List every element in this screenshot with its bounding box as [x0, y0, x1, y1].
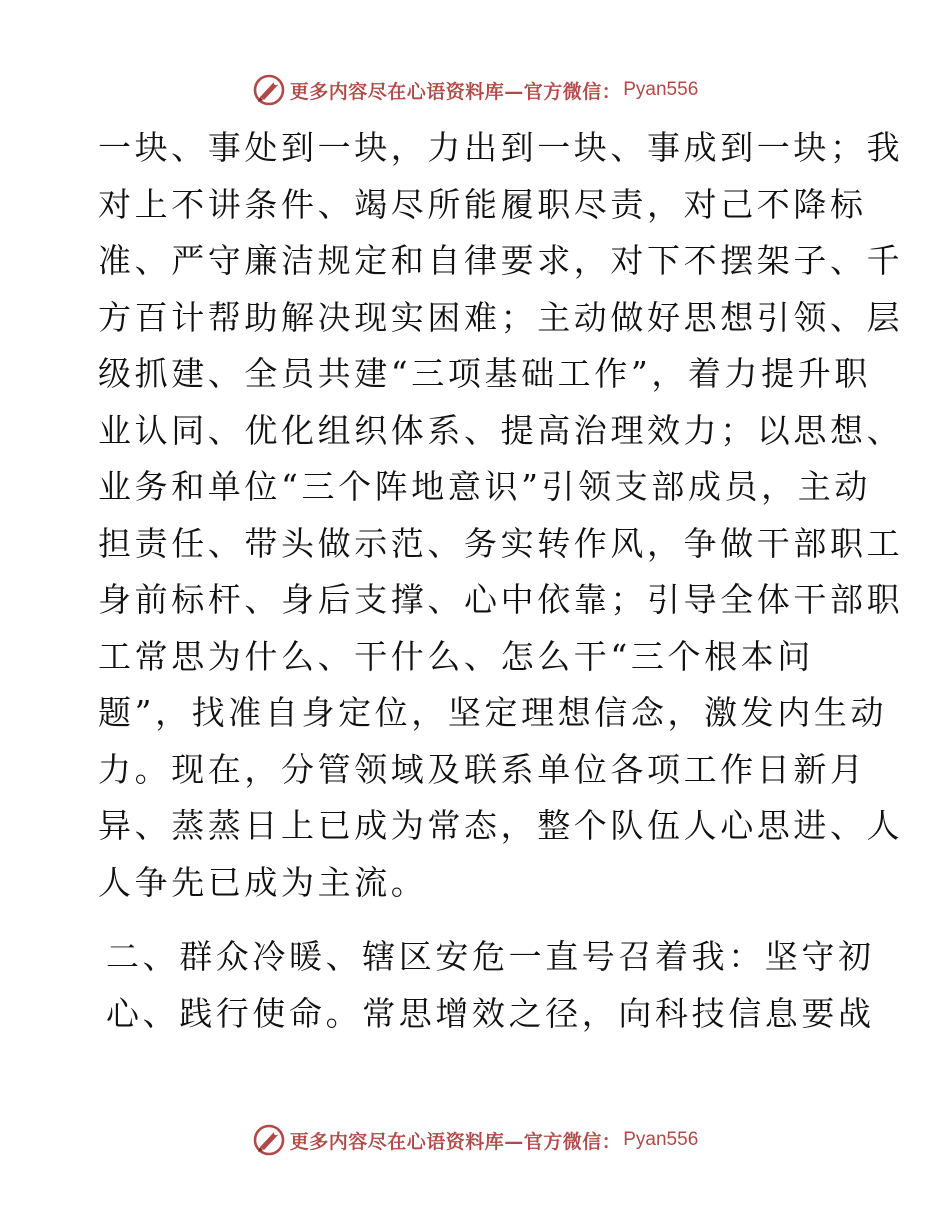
text-line: 对上不讲条件、竭尽所能履职尽责，对己不降标: [98, 184, 867, 224]
pen-logo-icon: [252, 73, 286, 107]
text-line: 一块、事处到一块，力出到一块、事成到一块；我: [98, 128, 904, 167]
document-body: [98, 120, 904, 1042]
text-line: 身前标杆、身后支撑、心中依靠；引导全体干部职: [98, 580, 904, 619]
text-line: 人争先已成为主流。: [98, 862, 428, 902]
text-line: 二、群众冷暖、辖区安危一直号召着我：坚守初: [106, 937, 875, 976]
paragraph-2: [98, 929, 875, 1042]
text-line: 题”，找准自身定位，坚定理想信念，激发内生动: [98, 693, 888, 732]
text-line: 力。现在，分管领域及联系单位各项工作日新月: [98, 749, 867, 789]
watermark-wechat-id: Pyan556: [623, 1129, 699, 1150]
text-line: 业务和单位“三个阵地意识”引领支部成员，主动: [98, 467, 871, 506]
watermark-text: 更多内容尽在心语资料库—官方微信：: [289, 1130, 622, 1153]
watermark-text: 更多内容尽在心语资料库—官方微信：: [289, 80, 622, 103]
text-line: 工常思为什么、干什么、怎么干“三个根本问: [98, 636, 814, 676]
text-line: 担责任、带头做示范、务实转作风，争做干部职工: [98, 523, 904, 563]
text-line: 级抓建、全员共建“三项基础工作”，着力提升职: [98, 354, 871, 393]
paragraph-1: [98, 120, 904, 911]
text-line: 心、践行使命。常思增效之径，向科技信息要战: [106, 993, 875, 1033]
watermark-wechat-id: Pyan556: [623, 79, 699, 100]
pen-logo-icon: [252, 1123, 286, 1157]
text-line: 方百计帮助解决现实困难；主动做好思想引领、层: [98, 297, 904, 337]
text-line: 异、蒸蒸日上已成为常态，整个队伍人心思进、人: [98, 806, 904, 845]
text-line: 业认同、优化组织体系、提高治理效力；以思想、: [98, 410, 904, 450]
text-line: 准、严守廉洁规定和自律要求，对下不摆架子、千: [98, 241, 904, 280]
footer-watermark: [0, 1120, 950, 1160]
header-watermark: [0, 70, 950, 110]
